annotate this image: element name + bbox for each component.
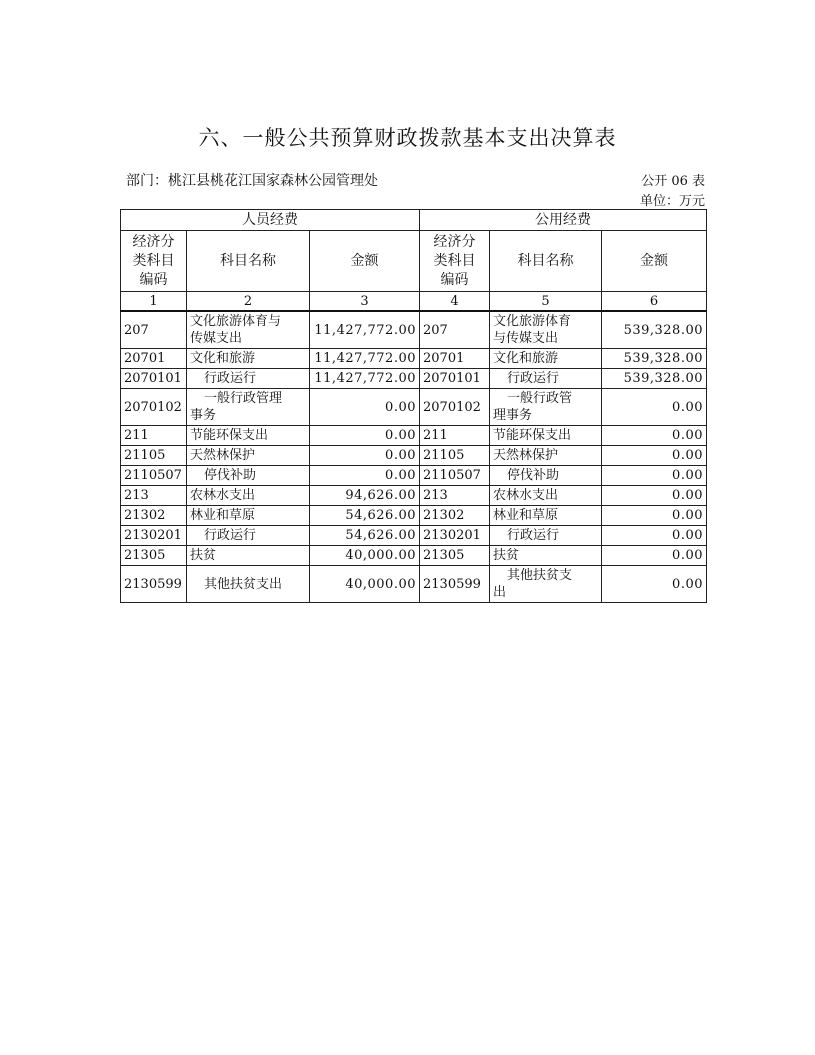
right-subject-name (490, 506, 602, 526)
right-amount-header: 金额 (602, 231, 707, 292)
left-amount: 11,427,772.00 (310, 369, 420, 389)
left-code: 20701 (121, 349, 187, 369)
subject-name-line: 文化和旅游 (190, 351, 256, 366)
code-header-line: 类科目 (132, 252, 175, 269)
subject-name-line: 林业和草原 (493, 508, 559, 523)
table-row (121, 446, 707, 466)
table-row (121, 566, 707, 603)
left-amount: 54,626.00 (310, 526, 420, 546)
table-row (121, 486, 707, 506)
left-code: 21105 (121, 446, 187, 466)
right-subject-name (490, 466, 602, 486)
left-subject-name (187, 526, 310, 546)
right-amount: 0.00 (602, 466, 707, 486)
subject-name-line: 林业和草原 (190, 508, 256, 523)
right-code: 20701 (420, 349, 490, 369)
unit-label: 单位：万元 (639, 194, 705, 209)
left-subject-name (187, 486, 310, 506)
expenditure-table (120, 209, 707, 603)
left-subject-name (187, 389, 310, 426)
table-row (121, 546, 707, 566)
subject-name-line: 其他扶贫支出 (204, 576, 283, 592)
left-amount: 94,626.00 (310, 486, 420, 506)
left-subject-name (187, 369, 310, 389)
right-name-header: 科目名称 (490, 231, 602, 292)
right-code: 21105 (420, 446, 490, 466)
left-amount: 0.00 (310, 446, 420, 466)
personnel-expense-header: 人员经费 (121, 210, 420, 231)
right-amount: 539,328.00 (602, 349, 707, 369)
right-code: 207 (420, 311, 490, 349)
right-subject-name (490, 426, 602, 446)
column-index: 4 (420, 292, 490, 312)
subject-name-line: 行政运行 (507, 371, 560, 386)
left-subject-name (187, 311, 310, 349)
subject-name-line: 行政运行 (204, 528, 257, 543)
column-index: 5 (490, 292, 602, 312)
right-amount: 0.00 (602, 426, 707, 446)
table-row (121, 506, 707, 526)
table-row (121, 311, 707, 349)
table-row (121, 389, 707, 426)
left-amount: 0.00 (310, 389, 420, 426)
subject-name-line: 与传媒支出 (493, 331, 559, 346)
right-code: 21302 (420, 506, 490, 526)
right-code: 2130599 (420, 566, 490, 603)
subject-name-line: 农林水支出 (190, 488, 256, 503)
left-subject-name (187, 566, 310, 603)
page-title: 六、一般公共预算财政拨款基本支出决算表 (198, 126, 617, 150)
column-index-row (121, 292, 707, 312)
code-header-line: 编码 (440, 271, 469, 288)
right-subject-name (490, 566, 602, 603)
code-header-line: 编码 (139, 271, 168, 288)
left-code: 207 (121, 311, 187, 349)
subject-name-line: 出 (493, 585, 507, 600)
table-row (121, 349, 707, 369)
right-subject-name (490, 546, 602, 566)
left-code: 211 (121, 426, 187, 446)
right-subject-name (490, 349, 602, 369)
left-amount: 40,000.00 (310, 546, 420, 566)
right-amount: 0.00 (602, 389, 707, 426)
left-code: 2070102 (121, 389, 187, 426)
right-amount: 0.00 (602, 446, 707, 466)
left-code: 2130599 (121, 566, 187, 603)
subject-name-line: 扶贫 (190, 548, 217, 563)
column-index: 1 (121, 292, 187, 312)
subject-name-line: 文化旅游体育与 (190, 314, 282, 329)
table-row (121, 526, 707, 546)
subject-name-line: 事务 (190, 408, 217, 423)
department-label: 部门：桃江县桃花江国家森林公园管理处 (126, 173, 378, 189)
right-code: 213 (420, 486, 490, 506)
group-header-row (121, 210, 707, 231)
left-subject-name (187, 506, 310, 526)
left-amount: 54,626.00 (310, 506, 420, 526)
subject-name-line: 行政运行 (507, 528, 560, 543)
left-subject-name (187, 426, 310, 446)
column-index: 6 (602, 292, 707, 312)
left-subject-name (187, 446, 310, 466)
code-header-line: 经济分 (132, 233, 175, 250)
column-index: 3 (310, 292, 420, 312)
subject-name-line: 节能环保支出 (190, 428, 269, 443)
subject-name-line: 文化和旅游 (493, 351, 559, 366)
left-code: 2110507 (121, 466, 187, 486)
left-subject-name (187, 349, 310, 369)
subject-name-line: 扶贫 (493, 548, 520, 563)
column-header-row (121, 231, 707, 292)
right-code: 211 (420, 426, 490, 446)
left-code: 21305 (121, 546, 187, 566)
right-subject-name (490, 526, 602, 546)
subject-name-line: 停伐补助 (507, 468, 560, 483)
left-amount: 11,427,772.00 (310, 349, 420, 369)
right-amount: 0.00 (602, 566, 707, 603)
subject-name-line: 停伐补助 (204, 468, 257, 483)
right-subject-name (490, 389, 602, 426)
right-amount: 539,328.00 (602, 311, 707, 349)
subject-name-line: 传媒支出 (190, 331, 243, 346)
right-code: 2070101 (420, 369, 490, 389)
subject-name-line: 文化旅游体育 (493, 314, 572, 329)
left-subject-name (187, 466, 310, 486)
right-amount: 0.00 (602, 526, 707, 546)
left-code: 213 (121, 486, 187, 506)
right-subject-name (490, 486, 602, 506)
left-code: 2070101 (121, 369, 187, 389)
right-amount: 539,328.00 (602, 369, 707, 389)
subject-name-line: 一般行政管 (507, 391, 573, 406)
left-amount: 11,427,772.00 (310, 311, 420, 349)
left-amount: 40,000.00 (310, 566, 420, 603)
subject-name-line: 天然林保护 (190, 448, 256, 463)
right-amount: 0.00 (602, 506, 707, 526)
right-code: 2110507 (420, 466, 490, 486)
right-code-header (420, 231, 490, 292)
subject-name-line: 农林水支出 (493, 488, 559, 503)
table-row (121, 466, 707, 486)
subject-name-line: 一般行政管理 (204, 391, 283, 406)
left-name-header: 科目名称 (187, 231, 310, 292)
table-row (121, 426, 707, 446)
form-number: 公开 06 表 (641, 174, 705, 189)
left-code-header (121, 231, 187, 292)
left-amount-header: 金额 (310, 231, 420, 292)
subject-name-line: 天然林保护 (493, 448, 559, 463)
right-amount: 0.00 (602, 546, 707, 566)
public-expense-header: 公用经费 (420, 210, 707, 231)
left-code: 21302 (121, 506, 187, 526)
subject-name-line: 理事务 (493, 408, 533, 423)
code-header-line: 类科目 (433, 252, 476, 269)
right-subject-name (490, 369, 602, 389)
table-row (121, 369, 707, 389)
left-amount: 0.00 (310, 466, 420, 486)
left-code: 2130201 (121, 526, 187, 546)
left-subject-name (187, 546, 310, 566)
subject-name-line: 行政运行 (204, 371, 257, 386)
right-amount: 0.00 (602, 486, 707, 506)
right-subject-name (490, 446, 602, 466)
right-code: 2130201 (420, 526, 490, 546)
right-code: 21305 (420, 546, 490, 566)
code-header-line: 经济分 (433, 233, 476, 250)
left-amount: 0.00 (310, 426, 420, 446)
subject-name-line: 其他扶贫支 (507, 568, 573, 583)
subject-name-line: 节能环保支出 (493, 428, 572, 443)
right-code: 2070102 (420, 389, 490, 426)
right-subject-name (490, 311, 602, 349)
column-index: 2 (187, 292, 310, 312)
